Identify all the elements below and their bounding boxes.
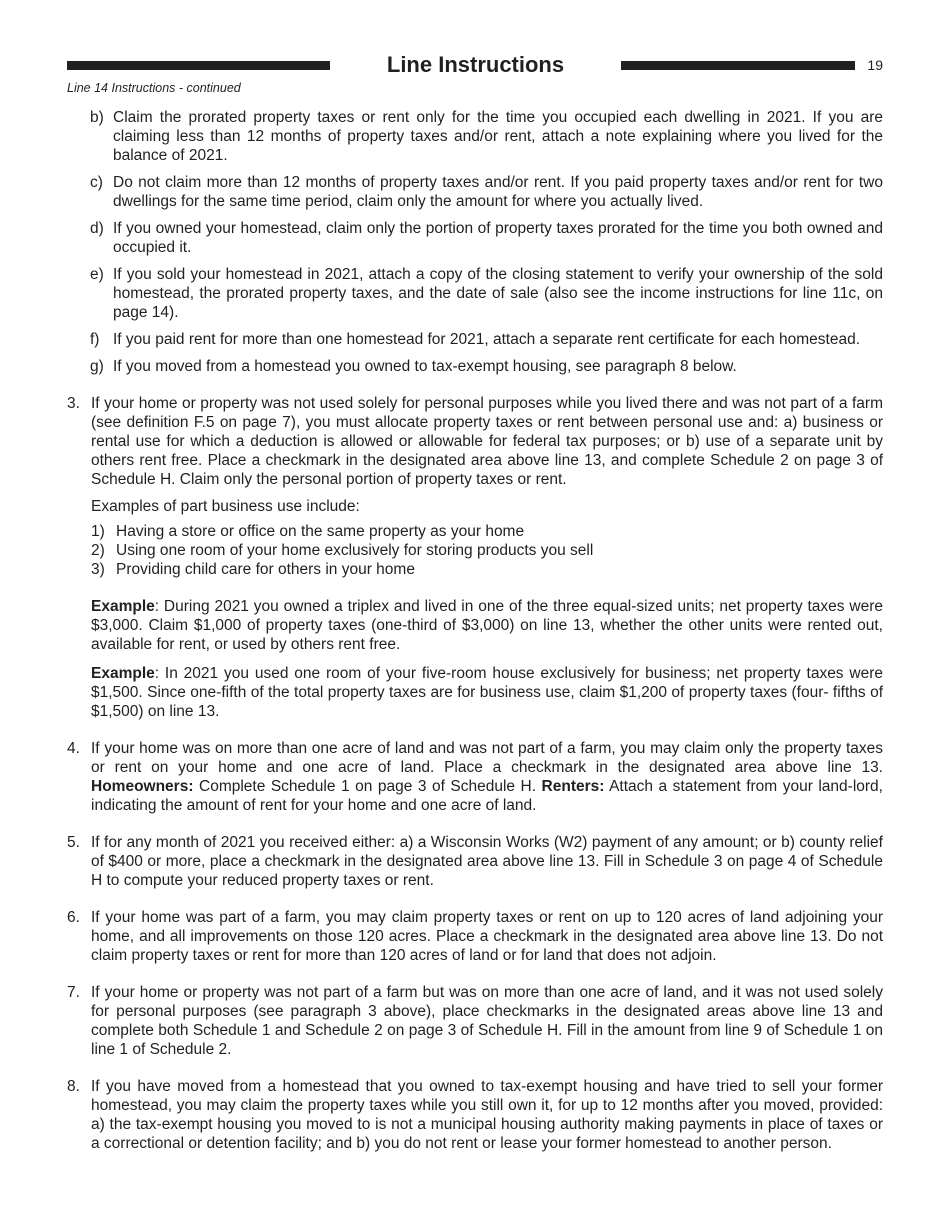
page-title: Line Instructions <box>386 52 565 77</box>
sub-item-b <box>67 108 883 165</box>
item-marker: 7. <box>67 984 80 1001</box>
item-text: If you have moved from a homestead that you owned to tax-exempt housing and have tried to sell your former homestead, you may claim the property taxes while you still own it, for up to 12 months after you moved, provided: a) the tax-exempt housing you moved to is not a municipal housing authority making payments in place of taxes or a correctional or detention facility; and b) you do not rent or lease your former homestead to another person. <box>91 1078 883 1152</box>
item-6 <box>67 908 883 965</box>
sub-item-d <box>67 219 883 257</box>
header-rule-right <box>621 61 855 70</box>
item-8 <box>67 1077 883 1153</box>
sub-item-text: If you moved from a homestead you owned to tax-exempt housing, see paragraph 8 below. <box>113 358 737 375</box>
header-rule-left <box>67 61 330 70</box>
item-marker: 5. <box>67 834 80 851</box>
homeowners-label: Homeowners: <box>91 778 194 795</box>
sub-item-f <box>67 330 883 349</box>
sub-item-c <box>67 173 883 211</box>
item-text-part: Attach a statement from your land-lord, indicating the amount of rent for your home and one acre of land. <box>91 778 883 814</box>
sub-item-text: If you sold your homestead in 2021, attach a copy of the closing statement to verify your ownership of the sold homestead, the prorated property taxes, and the date of sale (also see the income instructions for line 11c, on page 14). <box>113 266 883 321</box>
sub-item-text: If you owned your homestead, claim only the portion of property taxes prorated for the time you both owned and occupied it. <box>113 220 883 256</box>
sub-item-marker: g) <box>90 358 104 375</box>
example-marker: 2) <box>91 542 105 559</box>
sub-item-marker: d) <box>90 220 104 237</box>
example-list-item <box>91 522 883 541</box>
item-text <box>91 739 883 815</box>
sub-item-e <box>67 265 883 322</box>
instructions-body <box>67 108 883 1153</box>
item-3 <box>67 394 883 721</box>
example-list-item <box>91 560 883 579</box>
example-text: Providing child care for others in your home <box>116 561 415 578</box>
sub-item-marker: e) <box>90 266 104 283</box>
renters-label: Renters: <box>541 778 605 795</box>
item-marker: 6. <box>67 909 80 926</box>
item-marker: 8. <box>67 1078 80 1095</box>
sub-item-text: Do not claim more than 12 months of property taxes and/or rent. If you paid property taxes and/or rent for two dwellings for the same time period, claim only the amount for where you actually lived. <box>113 174 883 210</box>
item-marker: 4. <box>67 740 80 757</box>
page-number: 19 <box>867 57 883 73</box>
item-text: If for any month of 2021 you received either: a) a Wisconsin Works (W2) payment of any amount; or b) county relief of $400 or more, place a checkmark in the designated area above line 13. Fill in Schedule 3 on page 4 of Schedule H to compute your reduced property taxes or rent. <box>91 834 883 889</box>
example-marker: 1) <box>91 523 105 540</box>
example-paragraph-triplex <box>91 597 883 654</box>
item-text-part: If your home was on more than one acre of land and was not part of a farm, you may claim only the property taxes or rent on your home and one acre of land. Place a checkmark in the designated area above line 13. <box>91 740 883 776</box>
example-marker: 3) <box>91 561 105 578</box>
item-5 <box>67 833 883 890</box>
example-paragraph-business-room <box>91 664 883 721</box>
example-list-item <box>91 541 883 560</box>
example-text: Having a store or office on the same property as your home <box>116 523 525 540</box>
item-text: If your home or property was not used solely for personal purposes while you lived there and was not part of a farm (see definition F.5 on page 7), you must allocate property taxes or rent between personal use and: a) business or rental use for which a deduction is allowed or allowable for federal tax purposes; or b) use of a separate unit by others rent free. Place a checkmark in the designated area above line 13, and complete Schedule 2 on page 3 of Schedule H. Claim only the personal portion of property taxes or rent. <box>91 395 883 488</box>
sub-item-marker: b) <box>90 109 104 126</box>
item-text-part: Complete Schedule 1 on page 3 of Schedule H. <box>193 778 542 795</box>
examples-intro: Examples of part business use include: <box>91 498 360 515</box>
sub-item-marker: c) <box>90 174 103 191</box>
page-header <box>67 50 883 80</box>
example-label: Example <box>91 665 155 682</box>
sub-item-text: Claim the prorated property taxes or rent only for the time you occupied each dwelling in 2021. If you are claiming less than 12 months of property taxes and/or rent, attach a note explaining where you lived for the balance of 2021. <box>113 109 883 164</box>
sub-item-g <box>67 357 883 376</box>
item-marker: 3. <box>67 395 80 412</box>
example-text: Using one room of your home exclusively for storing products you sell <box>116 542 594 559</box>
example-label: Example <box>91 598 155 615</box>
item-7 <box>67 983 883 1059</box>
examples-list <box>91 522 883 579</box>
item-4 <box>67 739 883 815</box>
sub-item-text: If you paid rent for more than one homestead for 2021, attach a separate rent certificate for each homestead. <box>113 331 861 348</box>
example-body: : During 2021 you owned a triplex and lived in one of the three equal-sized units; net property taxes were $3,000. Claim $1,000 of property taxes (one-third of $3,000) on line 13, whether the other units were rented out, available for rent, or used by others rent free. <box>91 598 883 653</box>
example-body: : In 2021 you used one room of your five-room house exclusively for business; net property taxes were $1,500. Since one-fifth of the total property taxes are for business use, claim $1,200 of property taxes (four- fifths of $1,500) on line 13. <box>91 665 883 720</box>
item-text: If your home was part of a farm, you may claim property taxes or rent on up to 120 acres of land adjoining your home, and all improvements on those 120 acres. Place a checkmark in the designated area above line 13. Do not claim property taxes or rent for more than 120 acres of land or for land that does not adjoin. <box>91 909 883 964</box>
item-text: If your home or property was not part of a farm but was on more than one acre of land, and it was not used solely for personal purposes (see paragraph 3 above), place checkmarks in the designated areas above line 13 and complete both Schedule 1 and Schedule 2 on page 3 of Schedule H. Fill in the amount from line 9 of Schedule 1 on line 1 of Schedule 2. <box>91 984 883 1058</box>
section-subtitle: Line 14 Instructions - continued <box>67 81 241 95</box>
sub-item-marker: f) <box>90 331 100 348</box>
